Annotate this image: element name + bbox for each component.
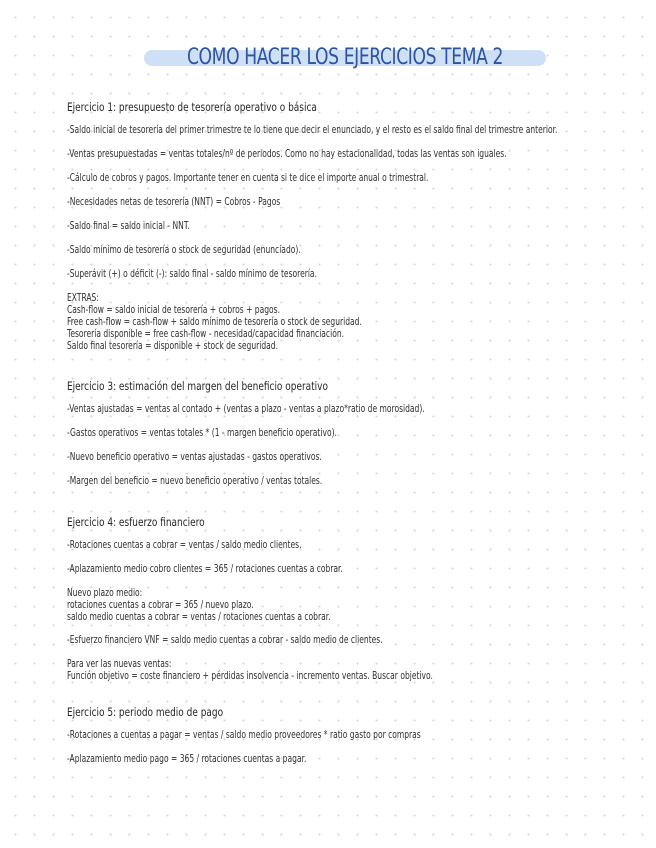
section-ejercicio-5: [67, 705, 656, 766]
block-line: rotaciones cuentas a cobrar = 365 / nuevo plazo.: [67, 599, 254, 611]
note-line: -Ventas ajustadas = ventas al contado + (ventas a plazo - ventas a plazo*ratio de morosidad).: [67, 403, 425, 415]
note-line: -Necesidades netas de tesorería (NNT) = Cobros - Pagos: [67, 196, 281, 208]
note-line: -Superávit (+) o déficit (-): saldo final - saldo mínimo de tesorería.: [67, 268, 317, 280]
section-ejercicio-4: [67, 515, 656, 682]
note-line: -Esfuerzo financiero VNF = saldo medio cuentas a cobrar - saldo medio de clientes.: [67, 634, 383, 646]
note-line: -Gastos operativos = ventas totales * (1 - margen beneficio operativo).: [67, 427, 337, 439]
block-line: Función objetivo = coste financiero + pérdidas insolvencia - incremento ventas. Buscar objetivo.: [67, 670, 433, 682]
section-ejercicio-3: [67, 379, 656, 488]
note-line: -Aplazamiento medio cobro clientes = 365 / rotaciones cuentas a cobrar.: [67, 563, 343, 575]
section-heading: Ejercicio 4: esfuerzo financiero: [67, 515, 205, 529]
note-line: -Aplazamiento medio pago = 365 / rotaciones cuentas a pagar.: [67, 753, 307, 765]
note-line: -Saldo final = saldo inicial - NNT.: [67, 220, 190, 232]
block-line: Cash-flow = saldo inicial de tesorería + cobros + pagos.: [67, 304, 281, 316]
section-heading: Ejercicio 3: estimación del margen del beneficio operativo: [67, 379, 328, 393]
block-line: Para ver las nuevas ventas:: [67, 658, 172, 670]
nuevas-ventas-block: [67, 658, 656, 682]
note-line: -Rotaciones a cuentas a pagar = ventas / saldo medio proveedores * ratio gasto por compras: [67, 729, 421, 741]
section-ejercicio-1: [67, 100, 656, 352]
note-line: -Ventas presupuestadas = ventas totales/nº de periodos. Como no hay estacionalidad, todas las ventas son iguales.: [67, 148, 507, 160]
extras-block: [67, 292, 656, 352]
page-title-area: [140, 44, 550, 72]
block-line: Tesorería disponible = free cash-flow - necesidad/capacidad financiación.: [67, 328, 345, 340]
block-line: saldo medio cuentas a cobrar = ventas / rotaciones cuentas a cobrar.: [67, 611, 331, 623]
block-line: Saldo final tesorería = disponible + stock de seguridad.: [67, 340, 278, 352]
block-line: Nuevo plazo medio:: [67, 587, 143, 599]
notes-content: [67, 100, 656, 777]
note-line: -Rotaciones cuentas a cobrar = ventas / saldo medio clientes.: [67, 539, 302, 551]
nuevo-plazo-block: [67, 587, 656, 623]
page-title: COMO HACER LOS EJERCICIOS TEMA 2: [186, 45, 504, 70]
section-heading: Ejercicio 1: presupuesto de tesorería operativo o básica: [67, 100, 317, 114]
note-line: -Saldo mínimo de tesorería o stock de seguridad (enunciado).: [67, 244, 301, 256]
note-line: -Saldo inicial de tesorería del primer trimestre te lo tiene que decir el enunciado, y el resto es el saldo final del trimestre anterior.: [67, 124, 558, 136]
note-line: -Cálculo de cobros y pagos. Importante tener en cuenta si te dice el importe anual o trimestral.: [67, 172, 429, 184]
block-line: EXTRAS:: [67, 292, 99, 304]
note-line: -Nuevo beneficio operativo = ventas ajustadas - gastos operativos.: [67, 451, 322, 463]
section-heading: Ejercicio 5: periodo medio de pago: [67, 705, 224, 719]
note-line: -Margen del beneficio = nuevo beneficio operativo / ventas totales.: [67, 475, 323, 487]
block-line: Free cash-flow = cash-flow + saldo mínimo de tesorería o stock de seguridad.: [67, 316, 362, 328]
